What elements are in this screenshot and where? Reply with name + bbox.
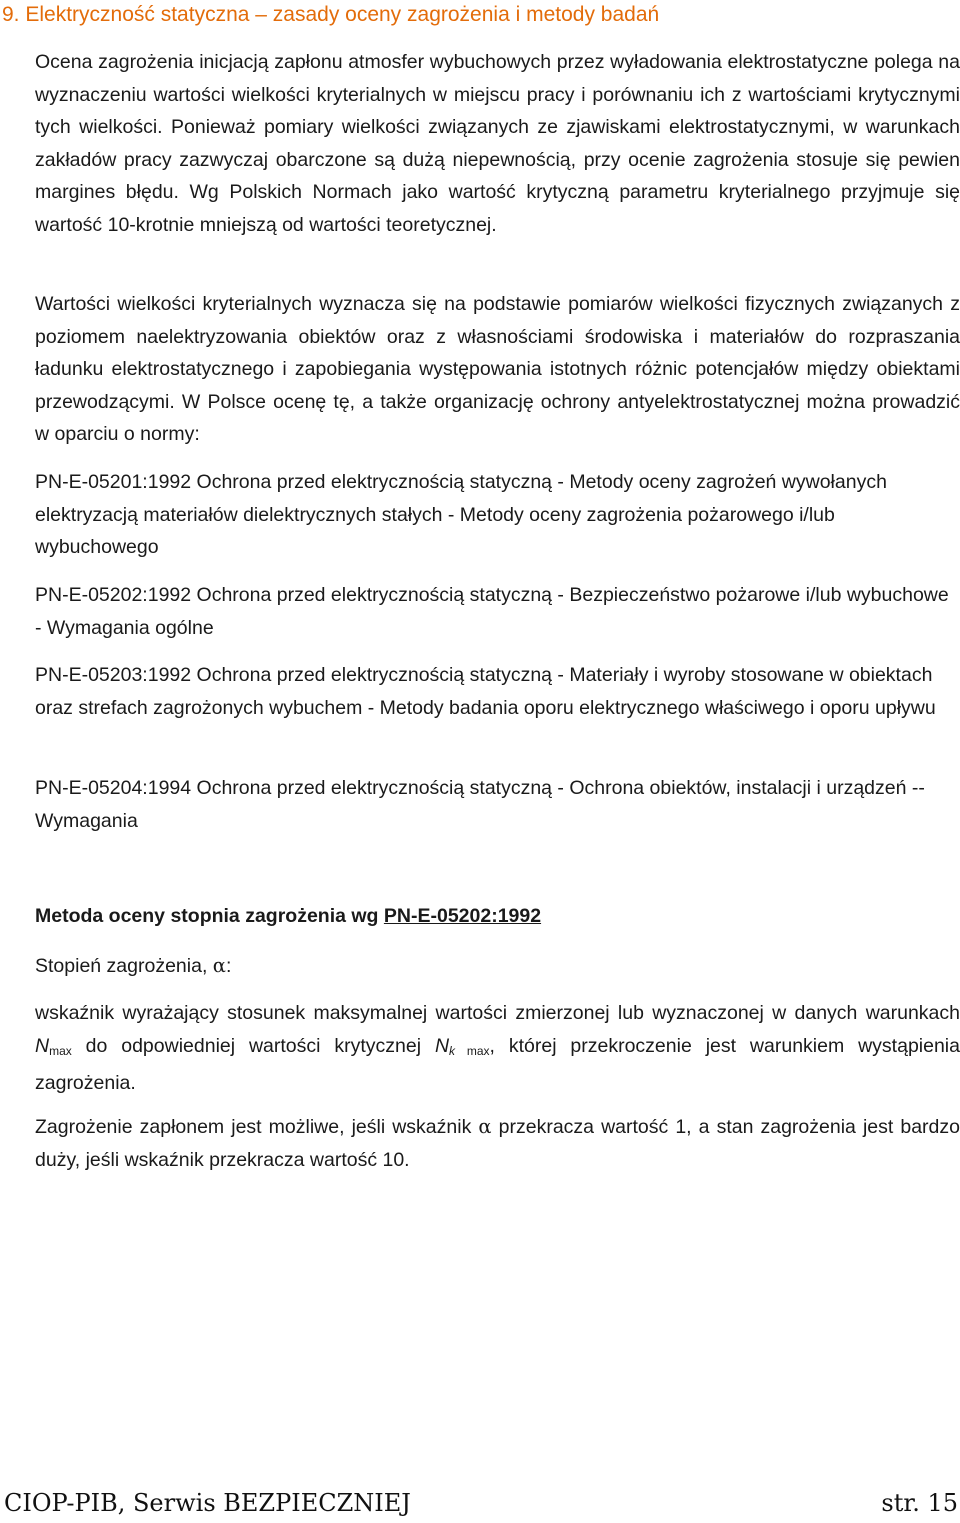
method-title-prefix: Metoda oceny stopnia zagrożenia wg xyxy=(35,905,384,927)
section-heading: 9. Elektryczność statyczna – zasady oceny zagrożenia i metody badań xyxy=(2,3,660,26)
definition-text-3: , której przekroczenie jest warunkiem wystąpienia zagrożenia. xyxy=(35,1034,960,1095)
method-title xyxy=(35,900,541,932)
footer-publisher: CIOP-PIB, Serwis BEZPIECZNIEJ xyxy=(4,1489,411,1517)
alpha-symbol: α xyxy=(212,954,226,977)
method-title-standard: PN-E-05202:1992 xyxy=(383,905,542,927)
subscript-k: k xyxy=(449,1043,456,1058)
alpha-symbol: α xyxy=(478,1115,492,1138)
intro-paragraph xyxy=(35,46,960,242)
intro-part-b: Ponieważ pomiary wielkości związanych ze zjawiskami elektrostatycznymi, w warunkach zakładów pracy zazwyczaj obarczone są dużą niepewnością, przy ocenie zagrożenia stosuje się pewien margines błędu. Wg Polskich Normach jako wartość krytyczną parametru kryterialnego przyjmuje się wartość 10-krotnie mniejszą od wartości teoretycznej. xyxy=(35,116,960,236)
degree-colon: : xyxy=(225,955,232,977)
definition-paragraph xyxy=(35,997,960,1100)
page-footer xyxy=(4,1483,958,1523)
standard-item: PN-E-05202:1992 Ochrona przed elektrycznością statyczną - Bezpieczeństwo pożarowe i/lub wybuchowe - Wymagania ogólne xyxy=(35,584,949,639)
standard-item: PN-E-05203:1992 Ochrona przed elektrycznością statyczną - Materiały i wyroby stosowane w obiektach oraz strefach zagrożonych wybuchem - Metody badania oporu elektrycznego właściwego i oporu upływu xyxy=(35,664,936,719)
threshold-text-1: Zagrożenie zapłonem jest możliwe, jeśli wskaźnik xyxy=(35,1116,479,1138)
symbol-n-k: N xyxy=(434,1034,450,1057)
definition-text-2: do odpowiedniej wartości krytycznej xyxy=(71,1034,435,1057)
standard-item: PN-E-05201:1992 Ochrona przed elektrycznością statyczną - Metody oceny zagrożeń wywołanych elektryzacją materiałów dielektrycznych stałych - Metody oceny zagrożenia pożarowego i/lub wybuchowego xyxy=(35,471,887,559)
intro-part-a: Ocena zagrożenia inicjacją zapłonu atmosfer wybuchowych przez wyładowania elektrostatyczne polega na wyznaczeniu wartości wielkości kryterialnych w miejscu pracy i porównaniu ich z wartościami krytycznymi tych wielkości. xyxy=(35,51,960,139)
symbol-n: N xyxy=(35,1034,50,1057)
criteria-paragraph: Wartości wielkości kryterialnych wyznacza się na podstawie pomiarów wielkości fizycznych związanych z poziomem naelektryzowania obiektów oraz z własnościami środowiska i materiałów do rozpraszania ładunku elektrostatycznego i zapobiegania występowania istotnych różnic potencjałów między obiektami przewodzącymi. W Polsce ocenę tę, a także organizację ochrony antyelektrostatycznej można prowadzić w oparciu o normy: xyxy=(35,293,960,446)
degree-label xyxy=(35,950,231,982)
subscript-max: max xyxy=(455,1043,490,1058)
threshold-paragraph xyxy=(35,1111,960,1176)
page-number: str. 15 xyxy=(881,1489,958,1517)
degree-label-text: Stopień zagrożenia, xyxy=(35,955,213,977)
subscript-max: max xyxy=(49,1043,72,1058)
definition-text-1: wskaźnik wyrażający stosunek maksymalnej wartości zmierzonej lub wyznaczonej w danych warunkach xyxy=(35,1002,960,1024)
standard-item: PN-E-05204:1994 Ochrona przed elektrycznością statyczną - Ochrona obiektów, instalacji i urządzeń -- Wymagania xyxy=(35,777,925,832)
threshold-text-2: przekracza wartość 1, a stan zagrożenia jest bardzo duży, jeśli wskaźnik przekracza wartość 10. xyxy=(35,1116,960,1171)
